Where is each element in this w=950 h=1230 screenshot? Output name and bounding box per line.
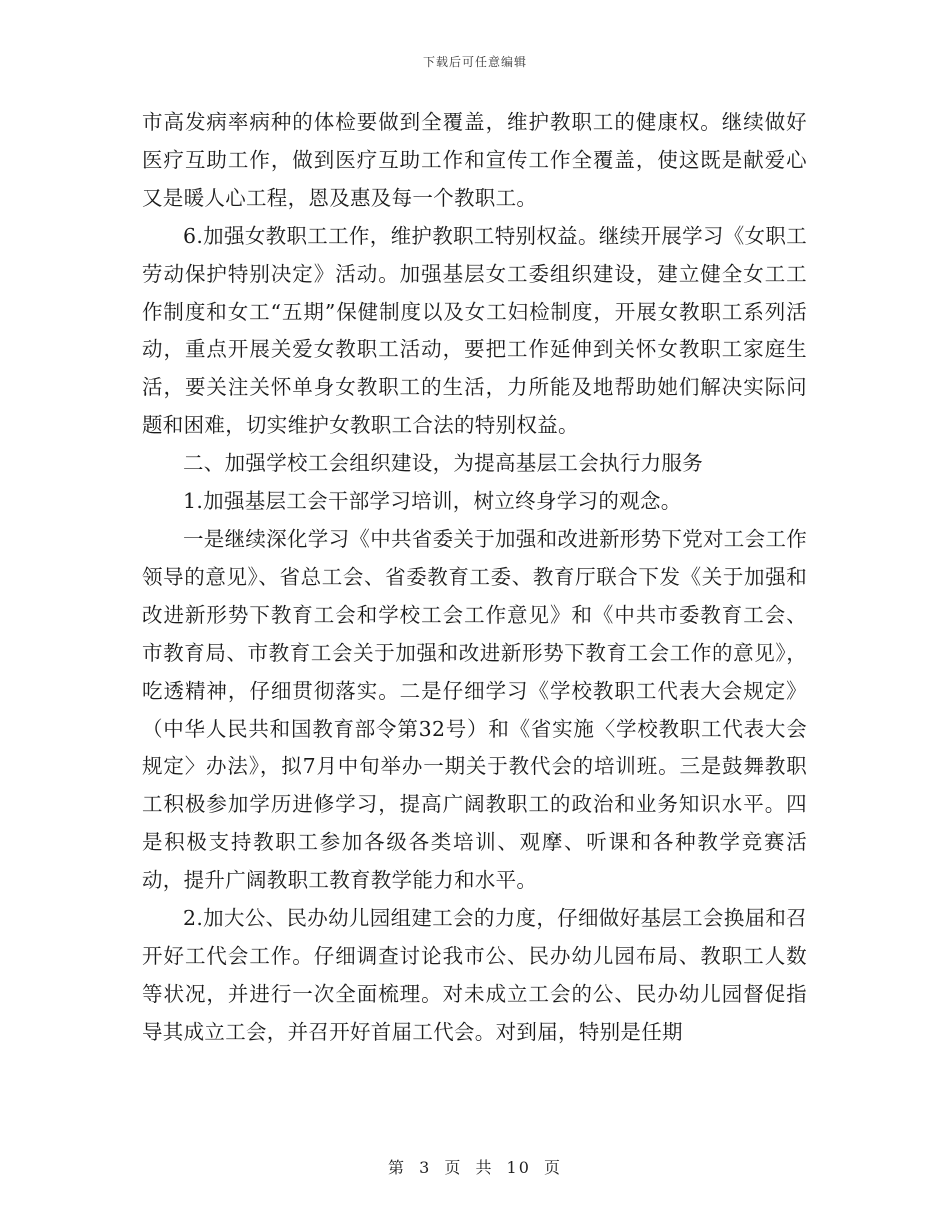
paragraph: 一是继续深化学习《中共省委关于加强和改进新形势下党对工会工作领导的意见》、省总工会、省委教育工委、教育厅联合下发《关于加强和改进新形势下教育工会和学校工会工作意见》和《中共市委教育工会、市教育局、市教育工会关于加强和改进新形势下教育工会工作的意见》，吃透精神，仔细贯彻落实。二是仔细学习《学校教职工代表大会规定》（中华人民共和国教育部令第32号）和《省实施〈学校教职工代表大会规定〉办法》，拟7月中旬举办一期关于教代会的培训班。三是鼓舞教职工积极参加学历进修学习，提高广阔教职工的政治和业务知识水平。四是积极支持教职工参加各级各类培训、观摩、听课和各种教学竞赛活动，提升广阔教职工教育教学能力和水平。 (142, 526, 807, 893)
paragraph: 市高发病率病种的体检要做到全覆盖，维护教职工的健康权。继续做好医疗互助工作，做到医疗互助工作和宣传工作全覆盖，使这既是献爱心又是暖人心工程，恩及惠及每一个教职工。 (142, 110, 807, 210)
subsection-heading: 1.加强基层工会干部学习培训，树立终身学习的观念。 (183, 489, 682, 514)
paragraph: 2.加大公、民办幼儿园组建工会的力度，仔细做好基层工会换届和召开好工代会工作。仔细调查讨论我市公、民办幼儿园布局、教职工人数等状况，并进行一次全面梳理。对未成立工会的公、民办幼儿园督促指导其成立工会，并召开好首届工代会。对到届，特别是任期 (142, 906, 807, 1044)
page-header: 下载后可任意编辑 (422, 55, 527, 69)
document-body (142, 104, 807, 1052)
section-heading: 二、加强学校工会组织建设，为提高基层工会执行力服务 (183, 451, 703, 476)
page-number: 第 3 页 共 10 页 (388, 1158, 562, 1177)
paragraph: 6.加强女教职工工作，维护教职工特别权益。继续开展学习《女职工劳动保护特别决定》活动。加强基层女工委组织建设，建立健全女工工作制度和女工“五期”保健制度以及女工妇检制度，开展女教职工系列活动，重点开展关爱女教职工活动，要把工作延伸到关怀女教职工家庭生活，要关注关怀单身女教职工的生活，力所能及地帮助她们解决实际问题和困难，切实维护女教职工合法的特别权益。 (142, 223, 807, 438)
